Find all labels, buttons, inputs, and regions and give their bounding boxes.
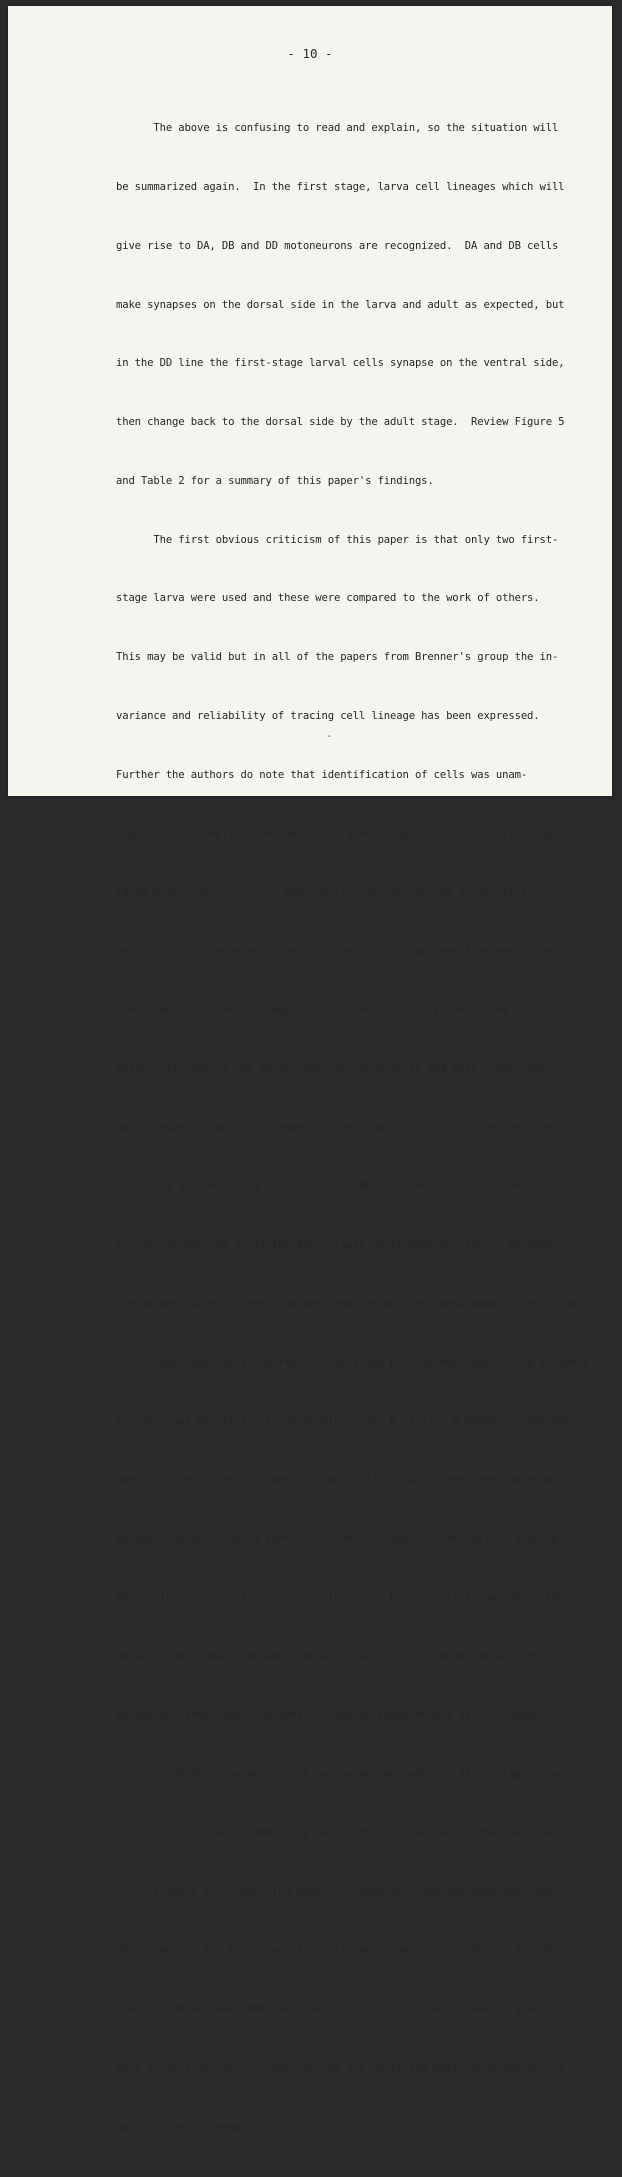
text-line: The above is confusing to read and explain, so the situation will [116,122,559,135]
text-line: the second route is that proposed, and the authors' data appear convincing. [116,1297,584,1310]
text-line: and Table 2 for a summary of this paper's findings. [116,474,434,487]
text-line: variance and reliability of tracing cell lineage has been expressed. [116,710,540,722]
text-line: stage larva were used and these were compared to the work of others. [116,592,540,605]
text-line: motoneurons which would control the ventral musculature fail to develop. [116,1532,565,1545]
text-line: dorsal side. Hence the adult mutants had only DA, DB and DD neurons. [116,1650,546,1663]
text-line: This is particularly compelling and reinforces once again the usefulness [116,1826,565,1839]
text-line: Further the authors do note that identification of cells was unam- [116,768,528,781]
text-line: But in the absence of these cells the class D cells still rewired to the [116,1591,565,1604]
text-line: which will control the dorsal and ventral muscles and then remain that [116,1062,552,1075]
text-line: then change back to the dorsal side by the adult stage. Review Figure 5 [116,416,565,429]
text-line: (redundancy) of two strategies: by either initially developing cells [116,1003,546,1016]
text-line: many fields of research. [116,2120,266,2133]
body-text [116,80,590,2177]
text-line: biguous. The implications here are rather simple. Since a first-stage [116,827,559,840]
text-line: development. The isolation of genetic mutations to corroborate a study [116,1944,559,1957]
text-line: as a dissecting tool for approaching and verifying basic problems across [116,2061,565,2074]
text-line: in the DD line the first-stage larval cells synapse on the ventral side, [116,357,565,370]
text-line: Additional data reported in the study provide more convincing evidence [116,1356,590,1369]
text-line: larva must swim to survive and functioning ventral and dorsal tail [116,886,528,899]
text-line: of C. elegans in integrating genetics, behavior, and neuroanatomy, and [116,1885,552,1898]
text-line: No neurons innervated the ventral side so these mutant adults showed un- [116,1709,565,1722]
text-line: be summarized again. In the first stage, larva cell lineages which will [116,180,565,193]
text-line: make synapses on the dorsal side in the larva and adult as expected, but [116,298,565,311]
text-line: coordinated body movements, but had normal movement as first-stage larva. [116,1768,571,1781]
footer-mark: - [326,731,333,742]
text-line: initially and modifying a sufficient number of these cells to innervate [116,1180,559,1193]
text-line: The first obvious criticism of this paper is that only two first- [116,533,559,546]
text-line: been isolated by Horvitz and Sulston (1977) in which the later developing [116,1474,571,1487]
text-line: way through to adult, unchanged, or developing a cell line on one side [116,1121,552,1134]
text-line: for neuronal plasticity in developing class D cells. A mutant strain has [116,1415,571,1428]
text-line: This may be valid but in all of the papers from Brenner's group the in- [116,651,559,664]
text-line: give rise to DA, DB and DD motoneurons are recognized. DA and DB cells [116,239,559,252]
text-line: like the above developmental study points out the usefulness of genetics [116,2003,565,2016]
document-page [8,6,612,2133]
text-line: the dorsal muscles until the appropriate cells develop later. Obviously, [116,1239,571,1252]
page-number: - 10 - [287,46,333,61]
text-line: musculature is necessary, then its innervation can come from one or both [116,945,565,958]
